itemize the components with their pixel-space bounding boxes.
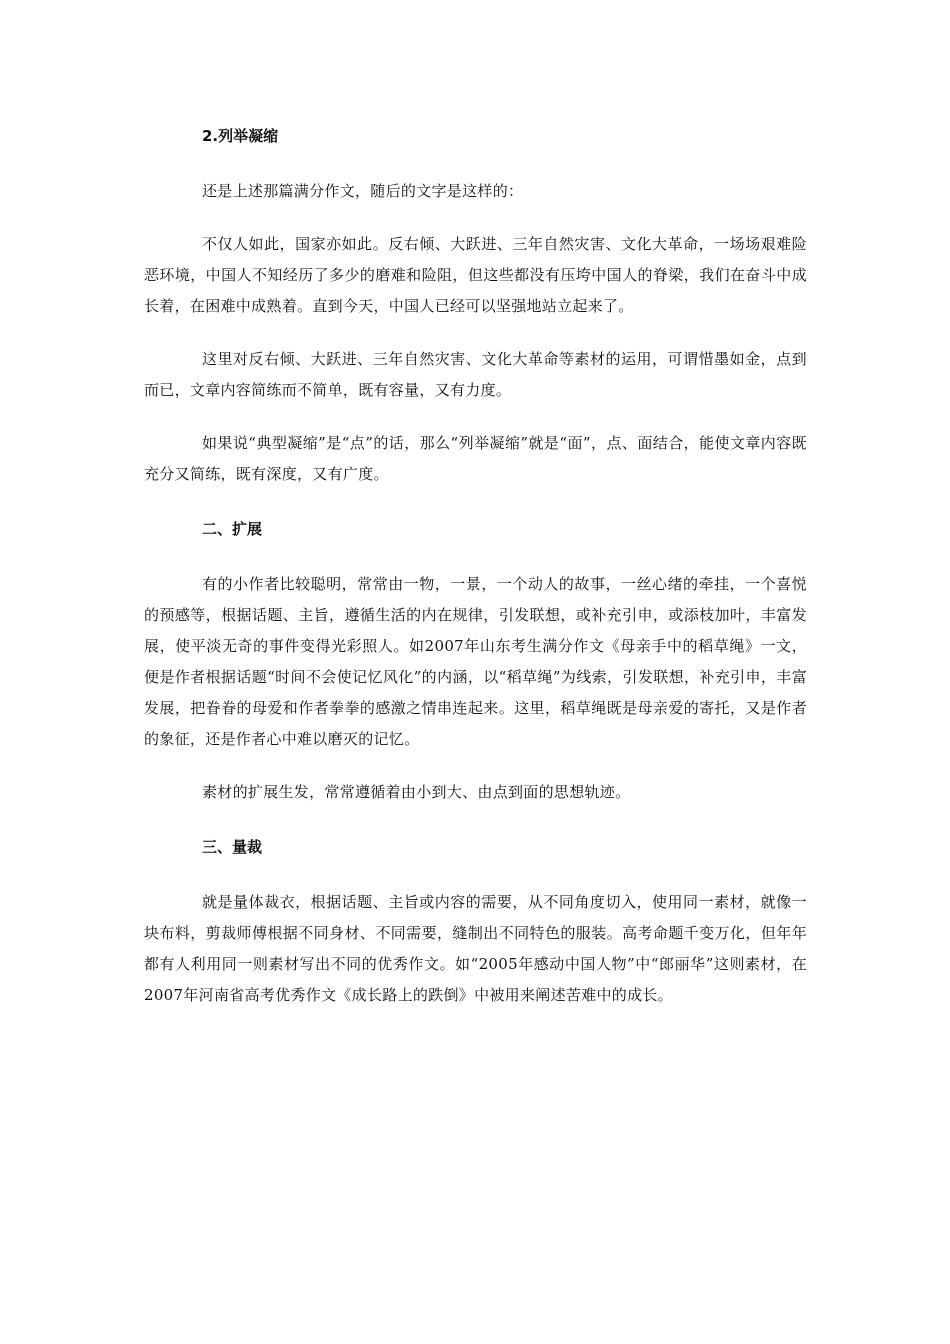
section-heading-tailoring: 三、量裁 — [202, 838, 263, 856]
paragraph: 就是量体裁衣，根据话题、主旨或内容的需要，从不同角度切入，使用同一素材，就像一块布料，剪裁师傅根据不同身材、不同需要，缝制出不同特色的服装。高考命题千变万化，但年年都有人利用同一则素材写出不同的优秀作文。如“2005年感动中国人物”中“郎丽华”这则素材，在2007年河南省高考优秀作文《成长路上的跌倒》中被用来阐述苦难中的成长。 — [144, 893, 807, 1004]
section-heading-expansion: 二、扩展 — [202, 520, 263, 538]
paragraph: 素材的扩展生发，常常遵循着由小到大、由点到面的思想轨迹。 — [202, 783, 631, 801]
document-page — [144, 118, 807, 1011]
paragraph: 不仅人如此，国家亦如此。反右倾、大跃进、三年自然灾害、文化大革命，一场场艰难险恶环境，中国人不知经历了多少的磨难和险阻，但这些都没有压垮中国人的脊梁，我们在奋斗中成长着，在困难中成熟着。直到今天，中国人已经可以坚强地站立起来了。 — [144, 235, 807, 315]
paragraph: 有的小作者比较聪明，常常由一物，一景，一个动人的故事，一丝心绪的牵挂，一个喜悦的预感等，根据话题、主旨，遵循生活的内在规律，引发联想，或补充引申，或添枝加叶，丰富发展，使平淡无奇的事件变得光彩照人。如2007年山东考生满分作文《母亲手中的稻草绳》一文，便是作者根据话题“时间不会使记忆风化”的内涵，以“稻草绳”为线索，引发联想，补充引申，丰富发展，把眷眷的母爱和作者拳拳的感激之情串连起来。这里，稻草绳既是母亲爱的寄托，又是作者的象征，还是作者心中难以磨灭的记忆。 — [144, 575, 807, 748]
paragraph: 还是上述那篇满分作文，随后的文字是这样的： — [202, 182, 524, 200]
paragraph: 如果说“典型凝缩”是“点”的话，那么“列举凝缩”就是“面”，点、面结合，能使文章内容既充分又简练，既有深度，又有广度。 — [144, 434, 807, 483]
section-heading-enumeration-condensing: 2.列举凝缩 — [202, 127, 279, 145]
paragraph: 这里对反右倾、大跃进、三年自然灾害、文化大革命等素材的运用，可谓惜墨如金，点到而已，文章内容简练而不简单，既有容量，又有力度。 — [144, 350, 807, 399]
